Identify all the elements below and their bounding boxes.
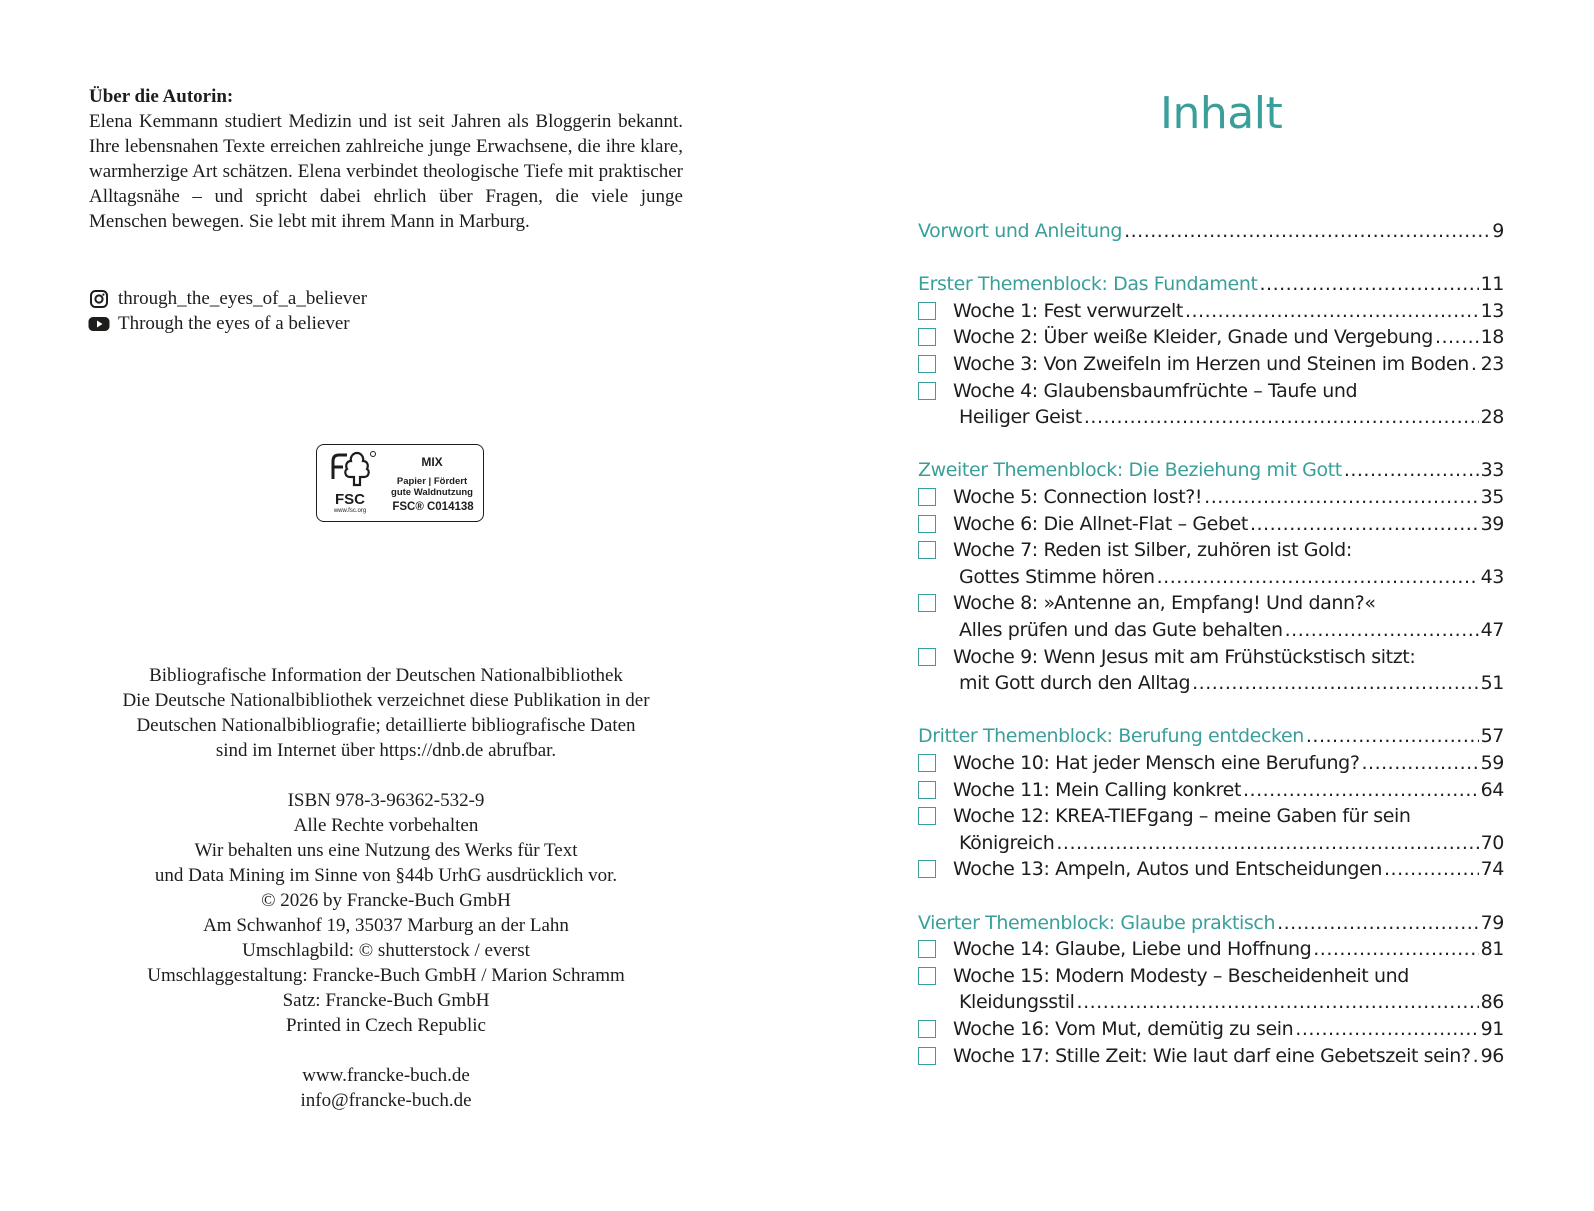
toc-page-number: 91 — [1480, 1018, 1504, 1040]
toc-week-entry-continued — [959, 564, 1504, 590]
email-link: info@francke-buch.de — [300, 1090, 472, 1111]
toc-leader-dots — [1157, 564, 1479, 590]
rights-line: Wir behalten uns eine Nutzung des Werks für Text — [194, 840, 578, 861]
checkbox-icon[interactable] — [918, 302, 936, 320]
toc-leader-dots — [1471, 351, 1479, 377]
toc-page-number: 23 — [1480, 353, 1504, 375]
fsc-url: www.fsc.org — [333, 508, 367, 514]
toc-week-title-cont: Heiliger Geist — [959, 406, 1082, 429]
checkbox-icon[interactable] — [918, 1047, 936, 1065]
toc-leader-dots — [1473, 1043, 1479, 1069]
checkbox-icon[interactable] — [918, 594, 936, 612]
toc-week-entry-continued — [959, 670, 1504, 696]
toc-section-heading — [918, 271, 1504, 297]
toc-week-title: Woche 14: Glaube, Liebe und Hoffnung — [953, 938, 1312, 961]
toc-page-number: 18 — [1480, 326, 1504, 349]
copyright: © 2026 by Francke-Buch GmbH — [261, 890, 511, 911]
typesetting-credit: Satz: Francke-Buch GmbH — [282, 990, 490, 1011]
toc-week-entry — [918, 484, 1504, 510]
toc-week-title: Woche 16: Vom Mut, demütig zu sein — [953, 1018, 1294, 1040]
toc-section-heading — [918, 910, 1504, 936]
toc-week-entry — [918, 963, 1504, 989]
about-author-heading: Über die Autorin: — [89, 86, 234, 107]
toc-week-title-cont: Gottes Stimme hören — [959, 565, 1155, 588]
toc-week-title: Woche 5: Connection lost?! — [953, 486, 1203, 508]
toc-page-number: 28 — [1480, 406, 1504, 429]
instagram-link — [88, 286, 367, 311]
toc-section-heading — [918, 457, 1504, 483]
toc-week-entry-continued — [959, 989, 1504, 1015]
toc-week-entry — [918, 351, 1504, 377]
youtube-channel: Through the eyes of a believer — [118, 313, 350, 334]
toc-section-title: Erster Themenblock: Das Fundament — [918, 273, 1258, 296]
toc-page-number: 35 — [1480, 486, 1504, 508]
checkbox-icon[interactable] — [918, 807, 936, 825]
toc-week-title: Woche 7: Reden ist Silber, zuhören ist Gold: — [953, 539, 1352, 562]
fsc-tree-icon — [323, 449, 379, 493]
about-author-text: Elena Kemmann studiert Medizin und ist seit Jahren als Bloggerin bekannt. Ihre lebensnahen Texte erreichen zahlreiche junge Erwachsene, die ihre klare, warmherzige Art schätzen. Elena verbindet theologische Tiefe mit praktischer Alltagsnähe – und spricht dabei ehrlich über Fragen, die viele junge Menschen bewegen. Sie lebt mit ihrem Mann in Marburg. — [89, 111, 683, 232]
toc-week-title: Woche 2: Über weiße Kleider, Gnade und Vergebung — [953, 326, 1433, 349]
toc-week-title-cont: Kleidungsstil — [959, 991, 1075, 1014]
toc-page-number: 11 — [1480, 273, 1504, 296]
toc-leader-dots — [1124, 218, 1490, 244]
toc-page-number: 86 — [1480, 991, 1504, 1014]
toc-week-entry — [918, 537, 1504, 563]
toc-section-title: Vierter Themenblock: Glaube praktisch — [918, 911, 1276, 934]
toc-week-entry — [918, 298, 1504, 324]
toc-page-number: 57 — [1480, 725, 1504, 748]
bib-line: Die Deutsche Nationalbibliothek verzeichnet diese Publikation in der — [122, 690, 650, 711]
toc-page-number: 43 — [1480, 565, 1504, 588]
bib-line: Deutschen Nationalbibliografie; detaillierte bibliografische Daten — [136, 715, 636, 736]
toc-week-title-cont: Königreich — [959, 831, 1055, 854]
toc-page-number: 74 — [1480, 858, 1504, 881]
toc-week-entry — [918, 511, 1504, 537]
checkbox-icon[interactable] — [918, 328, 936, 346]
checkbox-icon[interactable] — [918, 355, 936, 373]
website-link: www.francke-buch.de — [302, 1065, 470, 1086]
cover-design-credit: Umschlaggestaltung: Francke-Buch GmbH / Marion Schramm — [147, 965, 625, 986]
toc-page-number: 70 — [1480, 831, 1504, 854]
cover-image-credit: Umschlagbild: © shutterstock / everst — [242, 940, 530, 961]
toc-page-number: 96 — [1480, 1044, 1504, 1067]
toc-title: Inhalt — [1160, 88, 1283, 139]
checkbox-icon[interactable] — [918, 967, 936, 985]
toc-week-title: Woche 8: »Antenne an, Empfang! Und dann?« — [953, 592, 1376, 615]
toc-week-title: Woche 10: Hat jeder Mensch eine Berufung? — [953, 752, 1360, 774]
toc-leader-dots — [1277, 910, 1479, 936]
instagram-handle: through_the_eyes_of_a_believer — [118, 288, 368, 309]
toc-leader-dots — [1362, 750, 1479, 776]
toc-week-entry — [918, 1016, 1504, 1042]
toc-week-entry — [918, 856, 1504, 882]
toc-page-number: 47 — [1480, 619, 1504, 641]
checkbox-icon[interactable] — [918, 860, 936, 878]
toc-week-entry-continued — [959, 830, 1504, 856]
checkbox-icon[interactable] — [918, 648, 936, 666]
checkbox-icon[interactable] — [918, 940, 936, 958]
fsc-logo — [316, 444, 484, 522]
toc-week-title: Woche 1: Fest verwurzelt — [953, 299, 1183, 322]
toc-page-number: 64 — [1480, 778, 1504, 801]
toc-leader-dots — [1056, 830, 1478, 856]
toc-week-title-cont: Alles prüfen und das Gute behalten — [959, 619, 1283, 641]
toc-week-title: Woche 6: Die Allnet-Flat – Gebet — [953, 512, 1248, 535]
toc-week-entry — [918, 1043, 1504, 1069]
toc-week-entry — [918, 777, 1504, 803]
toc-section-heading — [918, 723, 1504, 749]
toc-week-title: Woche 11: Mein Calling konkret — [953, 778, 1241, 801]
about-author — [89, 84, 683, 234]
toc-leader-dots — [1313, 936, 1478, 962]
fsc-brand: FSC — [335, 491, 365, 508]
toc-leader-dots — [1435, 324, 1479, 350]
toc-week-title: Woche 17: Stille Zeit: Wie laut darf eine Gebetszeit sein? — [953, 1044, 1471, 1067]
toc-leader-dots — [1250, 511, 1479, 537]
toc-leader-dots — [1306, 723, 1479, 749]
imprint — [89, 663, 683, 1113]
toc-leader-dots — [1204, 484, 1478, 510]
toc-week-title-cont: mit Gott durch den Alltag — [959, 672, 1191, 695]
rights-line: Alle Rechte vorbehalten — [293, 815, 479, 836]
youtube-icon — [88, 315, 110, 333]
checkbox-icon[interactable] — [918, 781, 936, 799]
fsc-mix: MIX — [421, 455, 443, 469]
checkbox-icon[interactable] — [918, 515, 936, 533]
toc-leader-dots — [1285, 617, 1479, 643]
toc-week-entry — [918, 324, 1504, 350]
toc-section-title: Dritter Themenblock: Berufung entdecken — [918, 725, 1304, 748]
toc-page-number: 51 — [1480, 672, 1504, 695]
toc-week-entry — [918, 590, 1504, 616]
bib-line: Bibliografische Information der Deutschen Nationalbibliothek — [149, 665, 623, 686]
toc-week-title: Woche 4: Glaubensbaumfrüchte – Taufe und — [953, 379, 1358, 402]
checkbox-icon[interactable] — [918, 754, 936, 772]
toc-leader-dots — [1077, 989, 1479, 1015]
toc-week-entry — [918, 936, 1504, 962]
toc-week-entry — [918, 750, 1504, 776]
toc-entry-title: Vorwort und Anleitung — [918, 220, 1123, 242]
toc-page-number: 81 — [1480, 938, 1504, 961]
printed-in: Printed in Czech Republic — [286, 1015, 486, 1036]
toc-page-number: 9 — [1492, 220, 1504, 242]
toc-leader-dots — [1084, 404, 1479, 430]
fsc-code: FSC® C014138 — [392, 501, 474, 513]
toc-week-title: Woche 9: Wenn Jesus mit am Frühstückstisch sitzt: — [953, 645, 1416, 668]
toc-week-entry — [918, 803, 1504, 829]
toc-page-number: 33 — [1480, 459, 1504, 482]
instagram-icon — [88, 290, 110, 308]
toc-leader-dots — [1185, 298, 1479, 324]
toc-week-title: Woche 13: Ampeln, Autos und Entscheidungen — [953, 858, 1383, 881]
checkbox-icon[interactable] — [918, 541, 936, 559]
toc-week-entry — [918, 378, 1504, 404]
fsc-papier: Papier | Fördert gute Waldnutzung — [391, 476, 473, 498]
toc-section-title: Zweiter Themenblock: Die Beziehung mit Gott — [918, 459, 1342, 482]
youtube-link — [88, 311, 350, 336]
toc-week-entry — [918, 644, 1504, 670]
toc-week-title: Woche 12: KREA-TIEFgang – meine Gaben für sein — [953, 805, 1411, 828]
address: Am Schwanhof 19, 35037 Marburg an der Lahn — [203, 915, 569, 936]
toc-leader-dots — [1192, 670, 1478, 696]
toc-week-entry-continued — [959, 617, 1504, 643]
toc-leader-dots — [1384, 856, 1479, 882]
toc-entry-vorwort — [918, 218, 1504, 244]
bib-line: sind im Internet über https://dnb.de abrufbar. — [215, 740, 557, 761]
toc-page-number: 13 — [1480, 299, 1504, 322]
isbn: ISBN 978-3-96362-532-9 — [287, 790, 485, 811]
checkbox-icon[interactable] — [918, 382, 936, 400]
toc-leader-dots — [1243, 777, 1479, 803]
rights-line: und Data Mining im Sinne von §44b UrhG ausdrücklich vor. — [154, 865, 618, 886]
checkbox-icon[interactable] — [918, 1020, 936, 1038]
toc-leader-dots — [1295, 1016, 1478, 1042]
toc-page-number: 79 — [1480, 911, 1504, 934]
toc-page-number: 39 — [1480, 512, 1504, 535]
toc-week-title: Woche 15: Modern Modesty – Bescheidenheit und — [953, 964, 1409, 987]
toc-week-entry-continued — [959, 404, 1504, 430]
toc-page-number: 59 — [1480, 752, 1504, 774]
toc-leader-dots — [1260, 271, 1479, 297]
checkbox-icon[interactable] — [918, 488, 936, 506]
toc-week-title: Woche 3: Von Zweifeln im Herzen und Steinen im Boden — [953, 353, 1469, 375]
toc-leader-dots — [1344, 457, 1479, 483]
